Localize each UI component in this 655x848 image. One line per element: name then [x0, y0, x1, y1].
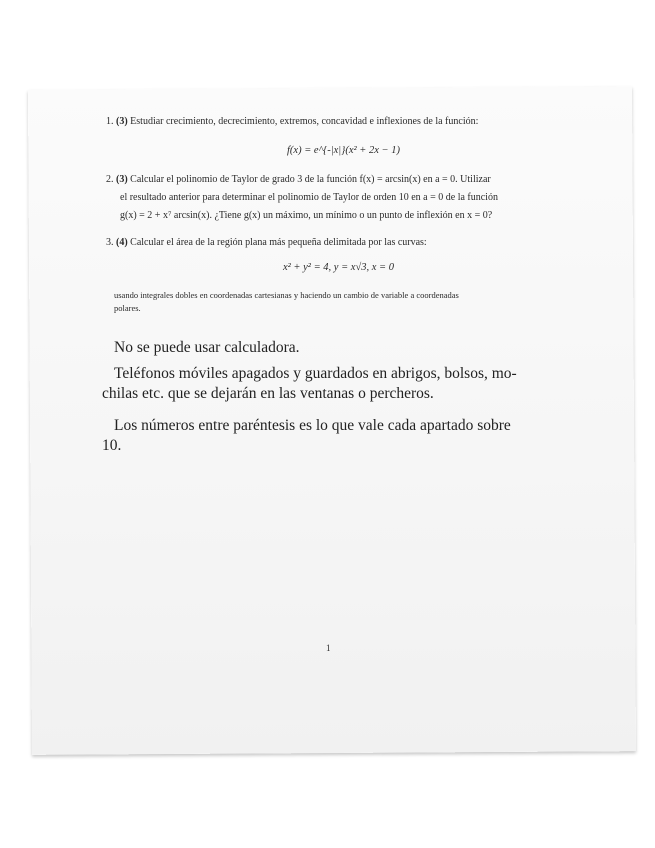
problem-1 — [106, 113, 576, 131]
instruction-line: chilas etc. que se dejarán en las ventanas o percheros. — [102, 385, 434, 402]
problem-line: g(x) = 2 + x⁷ arcsin(x). ¿Tiene g(x) un máximo, un mínimo o un punto de inflexión en x = 0? — [120, 210, 493, 221]
problem-points: (4) — [116, 237, 128, 248]
instruction-line: Teléfonos móviles apagados y guardados en abrigos, bolsos, mo- — [114, 365, 517, 382]
note — [114, 289, 584, 315]
instruction-points — [102, 416, 582, 456]
problem-points: (3) — [116, 174, 128, 185]
problem-points: (3) — [116, 116, 128, 127]
problem-line — [106, 171, 576, 189]
instruction-phones — [102, 364, 582, 404]
note-line: usando integrales dobles en coordenadas cartesianas y haciendo un cambio de variable a coordenadas — [114, 290, 459, 300]
problem-number: 1. — [106, 116, 114, 127]
problem-2 — [106, 171, 576, 225]
instruction-line: Los números entre paréntesis es lo que vale cada apartado sobre — [114, 417, 511, 434]
problem-text: Calcular el polinomio de Taylor de grado 3 de la función f(x) = arcsin(x) en a = 0. Utilizar — [130, 174, 491, 185]
formula-1 — [287, 145, 400, 156]
formula-3 — [283, 262, 394, 273]
problem-number: 3. — [106, 237, 114, 248]
page-number: 1 — [326, 643, 331, 653]
formula-text: x² + y² = 4, y = x√3, x = 0 — [283, 262, 394, 273]
problem-number: 2. — [106, 174, 114, 185]
instruction-calculator: No se puede usar calculadora. — [114, 339, 300, 356]
problem-line: el resultado anterior para determinar el polinomio de Taylor de orden 10 en a = 0 de la función — [120, 192, 498, 203]
problem-text: Calcular el área de la región plana más pequeña delimitada por las curvas: — [130, 237, 427, 248]
problem-3 — [106, 234, 576, 252]
problem-text: Estudiar crecimiento, decrecimiento, extremos, concavidad e inflexiones de la función: — [130, 116, 479, 127]
formula-text: f(x) = e^{-|x|}(x² + 2x − 1) — [287, 145, 400, 156]
instruction-line: 10. — [102, 437, 122, 454]
note-line: polares. — [114, 303, 141, 313]
